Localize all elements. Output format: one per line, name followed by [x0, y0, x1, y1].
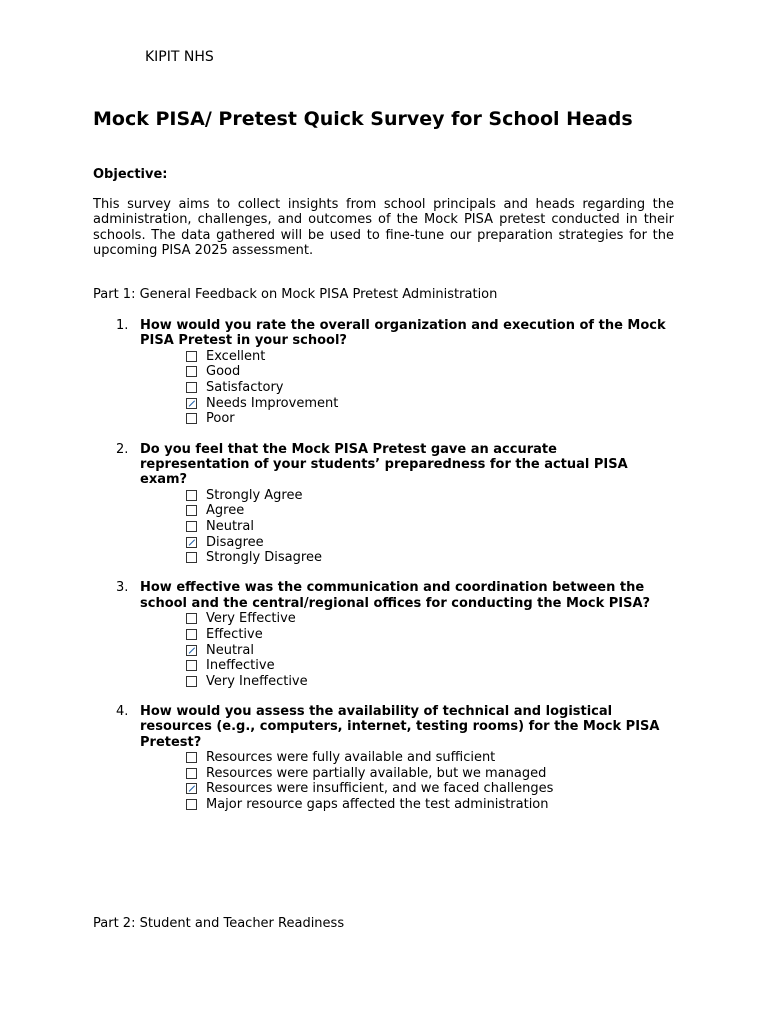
option-item: [186, 658, 674, 674]
option-list: [140, 611, 674, 689]
option-label: Very Effective: [206, 611, 296, 627]
option-label: Resources were partially available, but we managed: [206, 765, 547, 781]
objective-label: Objective:: [93, 167, 168, 182]
option-label: Excellent: [206, 348, 266, 364]
option-item: [186, 487, 674, 503]
option-label: Needs Improvement: [206, 395, 339, 411]
checkbox[interactable]: [186, 552, 197, 563]
question-1: [93, 318, 674, 427]
option-label: Major resource gaps affected the test administration: [206, 796, 549, 812]
option-label: Disagree: [206, 534, 264, 550]
checkbox[interactable]: [186, 799, 197, 810]
option-item: [186, 797, 674, 813]
checkbox[interactable]: [186, 351, 197, 362]
checkbox[interactable]: [186, 521, 197, 532]
option-item: [186, 411, 674, 427]
option-label: Strongly Disagree: [206, 550, 322, 566]
option-item: [186, 395, 674, 411]
checkbox[interactable]: [186, 768, 197, 779]
question-number: 4.: [116, 703, 129, 719]
option-list: [140, 349, 674, 427]
objective-text: This survey aims to collect insights from school principals and heads regarding the administration, challenges, and outcomes of the Mock PISA pretest conducted in their schools. The data gathered will be used to fine-tune our preparation strategies for the upcoming PISA 2025 assessment.: [93, 197, 674, 259]
option-list: [140, 750, 674, 812]
option-item: [186, 673, 674, 689]
question-text: How would you assess the availability of technical and logistical resources (e.g., computers, internet, testing rooms) for the Mock PISA Pretest?: [140, 703, 660, 750]
part-2-heading: Part 2: Student and Teacher Readiness: [93, 916, 345, 931]
checkbox-checked[interactable]: [186, 783, 197, 794]
option-item: [186, 765, 674, 781]
checkbox-checked[interactable]: [186, 537, 197, 548]
option-item: [186, 364, 674, 380]
option-label: Satisfactory: [206, 380, 284, 396]
question-number: 2.: [116, 441, 129, 457]
part-1-heading: Part 1: General Feedback on Mock PISA Pretest Administration: [93, 287, 498, 302]
school-name: KIPIT NHS: [145, 49, 214, 65]
checkbox[interactable]: [186, 490, 197, 501]
option-item: [186, 781, 674, 797]
option-item: [186, 550, 674, 566]
question-2: [93, 442, 674, 566]
question-number: 1.: [116, 318, 129, 333]
checkbox[interactable]: [186, 629, 197, 640]
checkbox-checked[interactable]: [186, 645, 197, 656]
checkbox[interactable]: [186, 505, 197, 516]
option-item: [186, 519, 674, 535]
option-label: Neutral: [206, 642, 254, 658]
option-label: Effective: [206, 626, 263, 642]
option-item: [186, 349, 674, 365]
question-text: How would you rate the overall organization and execution of the Mock PISA Pretest in your school?: [140, 318, 666, 349]
option-label: Ineffective: [206, 658, 275, 674]
option-item: [186, 642, 674, 658]
option-item: [186, 534, 674, 550]
question-list: [93, 318, 674, 827]
checkbox[interactable]: [186, 613, 197, 624]
option-label: Good: [206, 364, 241, 380]
option-label: Strongly Agree: [206, 487, 303, 503]
checkbox[interactable]: [186, 382, 197, 393]
option-list: [140, 487, 674, 565]
checkbox[interactable]: [186, 413, 197, 424]
option-label: Resources were fully available and sufficient: [206, 750, 496, 766]
checkbox[interactable]: [186, 752, 197, 763]
checkbox[interactable]: [186, 676, 197, 687]
option-label: Very Ineffective: [206, 673, 308, 689]
question-number: 3.: [116, 580, 129, 596]
question-text: Do you feel that the Mock PISA Pretest gave an accurate representation of your students’ preparedness for the actual PISA exam?: [140, 441, 628, 488]
checkbox-checked[interactable]: [186, 398, 197, 409]
option-item: [186, 750, 674, 766]
option-item: [186, 380, 674, 396]
option-label: Resources were insufficient, and we faced challenges: [206, 781, 554, 797]
question-4: [93, 704, 674, 812]
checkbox[interactable]: [186, 366, 197, 377]
document-page: [93, 0, 674, 1024]
option-item: [186, 503, 674, 519]
option-item: [186, 627, 674, 643]
option-label: Agree: [206, 503, 245, 519]
survey-title: Mock PISA/ Pretest Quick Survey for School Heads: [93, 108, 633, 130]
question-3: [93, 580, 674, 689]
option-item: [186, 611, 674, 627]
option-label: Neutral: [206, 518, 254, 534]
question-text: How effective was the communication and coordination between the school and the central/regional offices for conducting the Mock PISA?: [140, 580, 651, 611]
option-label: Poor: [206, 411, 235, 427]
checkbox[interactable]: [186, 660, 197, 671]
